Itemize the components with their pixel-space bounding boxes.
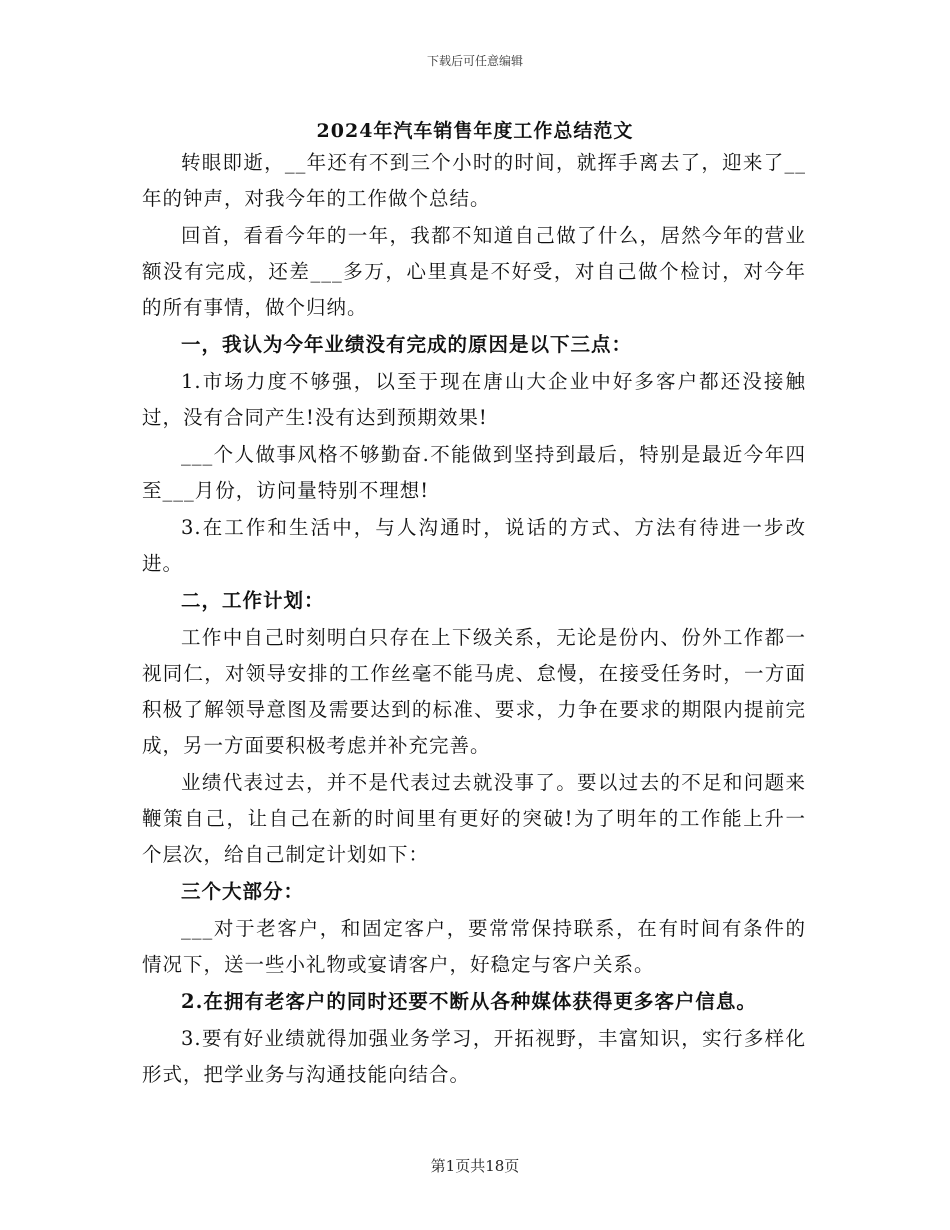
document-body	[142, 145, 806, 1094]
section-heading-3: 三个大部分：	[181, 880, 305, 903]
section-heading-2: 二，工作计划：	[181, 589, 325, 612]
paragraph-reason-2: ___个人做事风格不够勤奋.不能做到坚持到最后，特别是最近今年四至___月份，访问量特别不理想!	[142, 443, 806, 502]
header-note: 下载后可任意编辑	[426, 54, 523, 68]
paragraph-part-3: 3.要有好业绩就得加强业务学习，开拓视野，丰富知识，实行多样化形式，把学业务与沟通技能向结合。	[142, 1027, 806, 1086]
paragraph-2: 回首，看看今年的一年，我都不知道自己做了什么，居然今年的营业额没有完成，还差___多万，心里真是不好受，对自己做个检讨，对今年的所有事情，做个归纳。	[142, 224, 806, 319]
document-title: 2024年汽车销售年度工作总结范文	[316, 120, 634, 142]
paragraph-reason-3: 3.在工作和生活中，与人沟通时，说话的方式、方法有待进一步改进。	[142, 516, 806, 575]
paragraph-reason-1: 1.市场力度不够强，以至于现在唐山大企业中好多客户都还没接触过，没有合同产生!没有达到预期效果!	[142, 370, 806, 429]
paragraph-part-2: 2.在拥有老客户的同时还要不断从各种媒体获得更多客户信息。	[181, 990, 757, 1013]
page-number-footer: 第1页共18页	[430, 1157, 520, 1175]
paragraph-plan-1: 工作中自己时刻明白只存在上下级关系，无论是份内、份外工作都一视同仁，对领导安排的工作丝毫不能马虎、怠慢，在接受任务时，一方面积极了解领导意图及需要达到的标准、要求，力争在要求的期限内提前完成，另一方面要积极考虑并补充完善。	[142, 626, 806, 757]
section-heading-1: 一，我认为今年业绩没有完成的原因是以下三点：	[181, 333, 633, 356]
paragraph-part-1: ___对于老客户，和固定客户，要常常保持联系，在有时间有条件的情况下，送一些小礼物或宴请客户，好稳定与客户关系。	[142, 917, 806, 976]
paragraph-1: 转眼即逝，__年还有不到三个小时的时间，就挥手离去了，迎来了__年的钟声，对我今年的工作做个总结。	[142, 151, 806, 210]
paragraph-plan-2: 业绩代表过去，并不是代表过去就没事了。要以过去的不足和问题来鞭策自己，让自己在新的时间里有更好的突破!为了明年的工作能上升一个层次，给自己制定计划如下：	[142, 771, 806, 866]
